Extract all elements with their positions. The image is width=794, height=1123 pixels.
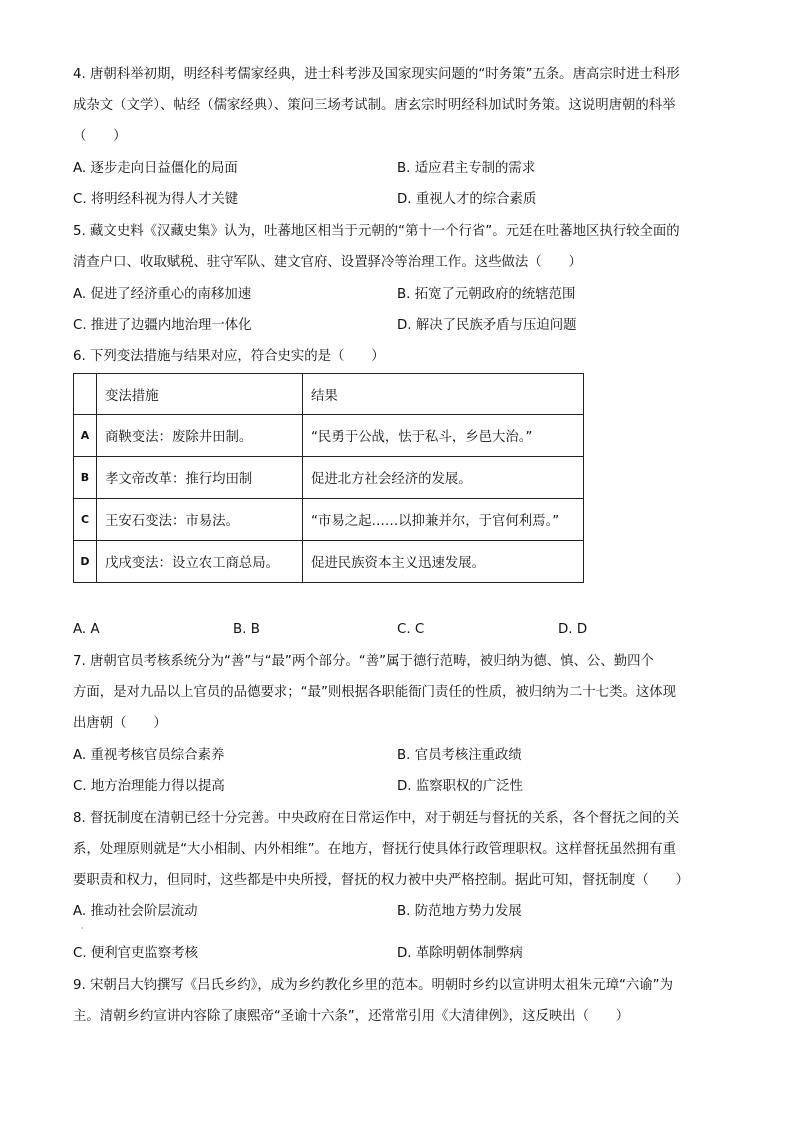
q4-option-d[interactable]: D. 重视人才的综合素质 (397, 192, 537, 207)
q5-option-b[interactable]: B. 拓宽了元朝政府的统辖范围 (397, 287, 576, 302)
reform-table (73, 373, 584, 583)
q8-stem-line-1: 8. 督抚制度在清朝已经十分完善。中央政府在日常运作中，对于朝廷与督抚的关系，各个督抚之间的关 (73, 811, 680, 826)
q8-option-a[interactable]: A. 推动社会阶层流动 (73, 904, 198, 919)
q8-stem-line-3: 要职责和权力，但同时，这些都是中央所授，督抚的权力被中央严格控制。据此可知，督抚制度（ ） (73, 873, 689, 888)
q4-stem-line-1: 4. 唐朝科举初期，明经科考儒家经典，进士科考涉及国家现实问题的“时务策”五条。唐高宗时进士科形 (73, 67, 680, 82)
table-header-cell: 变法措施 (97, 374, 303, 415)
q5-stem-line-2: 清查户口、收取赋税、驻守军队、建文官府、设置驿冷等治理工作。这些做法（ ） (73, 255, 582, 270)
q5-option-c[interactable]: C. 推进了边疆内地治理一体化 (73, 318, 252, 333)
table-cell-result: “民勇于公战，怯于私斗，乡邑大治。” (303, 415, 584, 457)
q5-option-d[interactable]: D. 解决了民族矛盾与压迫问题 (397, 318, 577, 333)
table-cell-result: 促进北方社会经济的发展。 (303, 457, 584, 499)
q7-stem-line-3: 出唐朝（ ） (73, 716, 167, 731)
table-header-row (74, 374, 584, 415)
table-cell-measure: 戊戌变法：设立农工商总局。 (97, 541, 303, 583)
q6-option-d[interactable]: D. D (558, 622, 588, 637)
q7-option-b[interactable]: B. 官员考核注重政绩 (397, 748, 522, 763)
table-cell-letter: C (74, 499, 97, 541)
table-cell-letter: D (74, 541, 97, 583)
q4-option-c[interactable]: C. 将明经科视为得人才关键 (73, 192, 239, 207)
q6-stem-line-1: 6. 下列变法措施与结果对应，符合史实的是（ ） (73, 349, 385, 364)
q5-option-a[interactable]: A. 促进了经济重心的南移加速 (73, 287, 252, 302)
table-cell-measure: 商鞅变法：废除井田制。 (97, 415, 303, 457)
q4-option-b[interactable]: B. 适应君主专制的需求 (397, 161, 536, 176)
q6-option-a[interactable]: A. A (73, 622, 100, 637)
q8-stem-line-2: 系，处理原则就是“大小相制、内外相维”。在地方，督抚行使具体行政管理职权。这样督抚虽然拥有重 (73, 842, 677, 857)
table-row (74, 499, 584, 541)
q6-option-c[interactable]: C. C (397, 622, 425, 637)
table-row (74, 457, 584, 499)
q7-stem-line-2: 方面，是对九品以上官员的品德要求；“最”则根据各职能衙门责任的性质，被归纳为二十七类。这体现 (73, 685, 677, 700)
q7-stem-line-1: 7. 唐朝官员考核系统分为“善”与“最”两个部分。“善”属于德行范畴，被归纳为德、慎、公、勤四个 (73, 654, 654, 669)
table-header-cell (74, 374, 97, 415)
q9-stem-line-1: 9. 宋朝吕大钧撰写《吕氏乡约》，成为乡约教化乡里的范本。明朝时乡约以宣讲明太祖朱元璋“六谕”为 (73, 978, 674, 993)
table-cell-measure: 王安石变法：市易法。 (97, 499, 303, 541)
q7-option-d[interactable]: D. 监察职权的广泛性 (397, 779, 523, 794)
table-header-cell: 结果 (303, 374, 584, 415)
q7-option-a[interactable]: A. 重视考核官员综合素养 (73, 748, 225, 763)
table-row (74, 541, 584, 583)
table-cell-letter: A (74, 415, 97, 457)
q7-option-c[interactable]: C. 地方治理能力得以提高 (73, 779, 225, 794)
q5-stem-line-1: 5. 藏文史料《汉藏史集》认为，吐蕃地区相当于元朝的“第十一个行省”。元廷在吐蕃地区执行较全面的 (73, 224, 680, 239)
stray-dot-mark: · (81, 924, 84, 933)
table-cell-result: “市易之起……以抑兼并尔，于官何利焉。” (303, 499, 584, 541)
q4-stem-line-3: （ ） (73, 129, 127, 144)
q4-stem-line-2: 成杂文（文学）、帖经（儒家经典）、策问三场考试制。唐玄宗时明经科加试时务策。这说明唐朝的科举 (73, 98, 676, 113)
q8-option-c[interactable]: C. 便利官吏监察考核 (73, 946, 198, 961)
table-cell-result: 促进民族资本主义迅速发展。 (303, 541, 584, 583)
q8-option-b[interactable]: B. 防范地方势力发展 (397, 904, 522, 919)
table-row (74, 415, 584, 457)
q6-option-b[interactable]: B. B (233, 622, 260, 637)
q4-option-a[interactable]: A. 逐步走向日益僵化的局面 (73, 161, 238, 176)
table-cell-measure: 孝文帝改革：推行均田制 (97, 457, 303, 499)
q8-option-d[interactable]: D. 革除明朝体制弊病 (397, 946, 523, 961)
q9-stem-line-2: 主。清朝乡约宣讲内容除了康熙帝“圣谕十六条”，还常常引用《大清律例》，这反映出（ ） (73, 1009, 630, 1024)
table-cell-letter: B (74, 457, 97, 499)
